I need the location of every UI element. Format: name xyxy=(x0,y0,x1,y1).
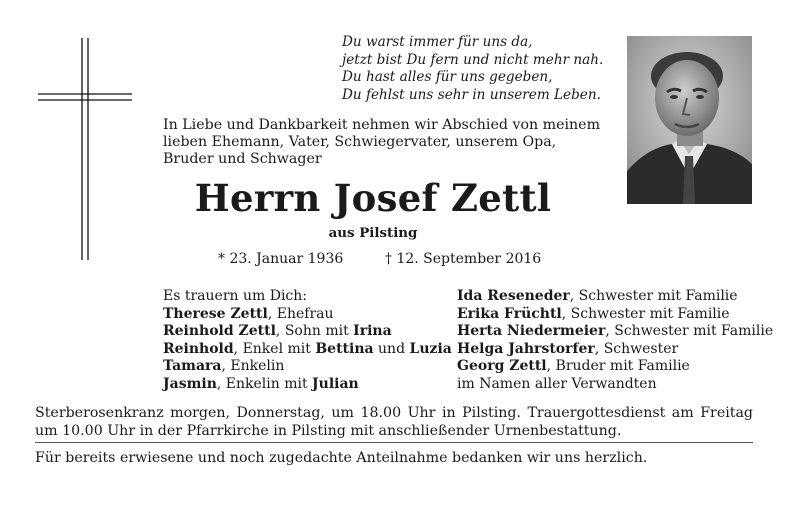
poem xyxy=(342,34,603,104)
mourner-name: Julian xyxy=(312,375,359,392)
mourner-relation: , Schwester mit Familie xyxy=(569,288,738,304)
mourner-relation: und xyxy=(373,340,410,357)
mourner-name: Reinhold xyxy=(163,340,234,357)
poem-line: jetzt bist Du fern und nicht mehr nah. xyxy=(342,51,604,68)
list-item xyxy=(163,323,452,341)
list-item xyxy=(163,341,452,359)
poem-line: Du hast alles für uns gegeben, xyxy=(342,69,553,85)
list-item xyxy=(457,358,773,376)
mourner-relation: , Schwester mit Familie xyxy=(605,323,774,339)
cross-icon xyxy=(38,38,132,260)
death-date: † 12. September 2016 xyxy=(385,251,542,267)
mourners-right-column xyxy=(457,288,773,393)
mourner-relation: , Schwester mit Familie xyxy=(561,305,730,322)
mourner-relation: , Enkelin mit xyxy=(216,375,313,392)
list-item xyxy=(457,306,773,324)
list-item xyxy=(457,341,773,359)
mourners-footer: im Namen aller Verwandten xyxy=(457,375,657,392)
mourner-relation: , Schwester xyxy=(594,340,679,357)
mourner-name: Tamara xyxy=(163,358,222,374)
deceased-place: aus Pilsting xyxy=(328,225,418,241)
mourners-heading: Es trauern um Dich: xyxy=(163,288,307,304)
mourners-left-column xyxy=(163,288,452,393)
mourner-name: Reinhold Zettl xyxy=(163,323,276,339)
mourner-name: Ida Reseneder xyxy=(457,288,570,304)
mourner-name: Erika Früchtl xyxy=(457,305,562,322)
thanks-text: Für bereits erwiesene und noch zugedachte Anteilnahme bedanken wir uns herzlich. xyxy=(35,450,648,466)
mourner-relation: , Enkel mit xyxy=(233,340,316,357)
mourner-name: Helga Jahrstorfer xyxy=(457,340,595,357)
list-item xyxy=(457,323,773,341)
mourner-name: Herta Niedermeier xyxy=(457,323,606,339)
mourner-relation: , Bruder mit Familie xyxy=(546,358,690,374)
mourner-name: Bettina xyxy=(315,340,374,357)
list-item xyxy=(163,306,452,324)
birth-date: * 23. Januar 1936 xyxy=(218,251,344,267)
list-item xyxy=(457,288,773,306)
list-item xyxy=(163,376,452,394)
mourner-relation: , Enkelin xyxy=(221,358,285,374)
mourner-name: Jasmin xyxy=(163,375,217,392)
poem-line: Du fehlst uns sehr in unserem Leben. xyxy=(342,86,601,103)
mourner-relation: , Ehefrau xyxy=(267,305,334,322)
intro-text: In Liebe und Dankbarkeit nehmen wir Abschied von meinem lieben Ehemann, Vater, Schwiegervater, unserem Opa, Bruder und Schwager xyxy=(163,117,601,167)
mourner-name: Therese Zettl xyxy=(163,305,268,322)
mourner-name: Georg Zettl xyxy=(457,358,547,374)
portrait-photo xyxy=(627,36,752,204)
divider xyxy=(35,442,753,443)
mourner-relation: , Sohn mit xyxy=(275,323,354,339)
service-text: Sterberosenkranz morgen, Donnerstag, um 18.00 Uhr in Pilsting. Trauergottesdienst am Freitag um 10.00 Uhr in der Pfarrkirche in Pilsting mit anschließender Urnenbestattung. xyxy=(35,405,753,439)
mourner-name: Luzia xyxy=(409,340,452,357)
deceased-name: Herrn Josef Zettl xyxy=(194,176,552,220)
mourner-name: Irina xyxy=(353,323,392,339)
list-item xyxy=(163,358,452,376)
poem-line: Du warst immer für uns da, xyxy=(342,34,533,50)
